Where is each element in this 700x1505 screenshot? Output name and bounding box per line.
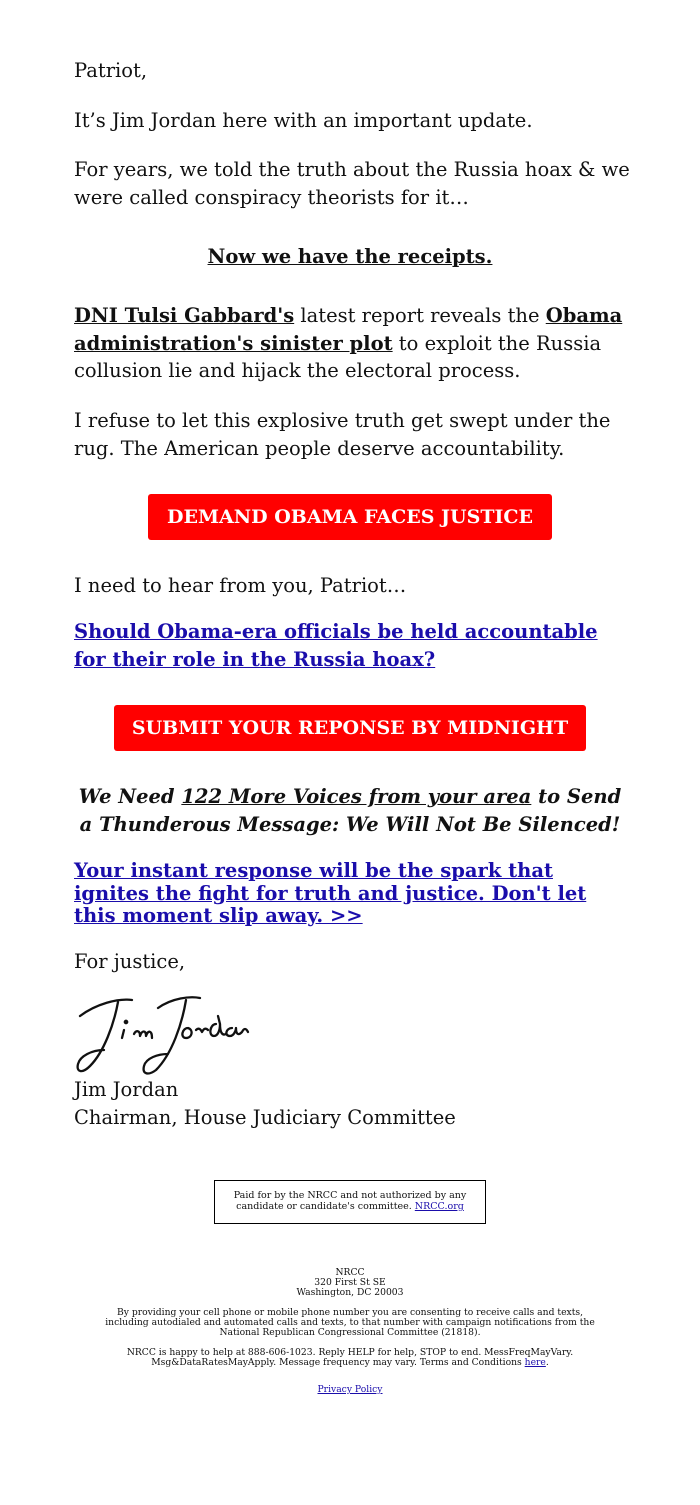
signer-title: Chairman, House Judiciary Committee — [74, 1106, 456, 1129]
nrcc-link[interactable]: NRCC.org — [414, 1201, 464, 1212]
address-org: NRCC — [335, 1267, 365, 1278]
voices-message — [75, 783, 625, 839]
privacy-policy-link[interactable]: Privacy Policy — [317, 1384, 383, 1395]
voices-pre: We Need — [78, 785, 182, 808]
receipts-headline-text: Now we have the receipts. — [207, 245, 493, 268]
report-text-1: latest report reveals the — [294, 304, 546, 327]
submit-response-button[interactable]: SUBMIT YOUR REPONSE BY MIDNIGHT — [114, 705, 586, 751]
signature-image — [74, 994, 254, 1078]
receipts-headline — [0, 243, 700, 270]
help-text-end: . — [545, 1357, 549, 1368]
signer-name: Jim Jordan — [74, 1078, 179, 1101]
question-paragraph — [74, 618, 634, 673]
cta1-row — [0, 494, 700, 540]
help-text-body: NRCC is happy to help at 888-606-1023. Reply HELP for help, STOP to end. MessFreqMayVary. Msg&DataRatesMayApply. Message frequency may vary. Terms and Conditions — [126, 1347, 574, 1368]
address-city: Washington, DC 20003 — [296, 1287, 404, 1298]
report-paragraph — [74, 302, 634, 385]
cta2-row — [0, 705, 700, 751]
address-street: 320 First St SE — [314, 1277, 386, 1288]
gabbard-link[interactable]: DNI Tulsi Gabbard's — [74, 304, 295, 327]
spark-paragraph — [74, 860, 622, 928]
terms-link[interactable]: here — [524, 1357, 546, 1368]
demand-justice-button[interactable]: DEMAND OBAMA FACES JUSTICE — [148, 494, 552, 540]
intro-paragraph: It’s Jim Jordan here with an important update. — [74, 109, 533, 132]
ask-paragraph: I need to hear from you, Patriot… — [74, 574, 407, 597]
paid-for-disclaimer — [214, 1180, 486, 1224]
consent-text: By providing your cell phone or mobile phone number you are consenting to receive calls and texts, including autodialed and automated calls and texts, to that number with campaign notifications from the National Republican Congressional Committee (21818). — [105, 1307, 595, 1338]
greeting: Patriot, — [74, 59, 148, 82]
voices-post: to Send a Thunderous Message: We Will Not Be Silenced! — [79, 785, 622, 836]
help-text — [98, 1348, 602, 1368]
spark-link[interactable]: Your instant response will be the spark that ignites the fight for truth and justice. Don't let this moment slip away. >> — [74, 859, 587, 927]
obama-plot-link[interactable]: Obama administration's sinister plot — [74, 304, 623, 355]
report-text-2: to exploit the Russia collusion lie and hijack the electoral process. — [74, 331, 602, 382]
voices-underlined: 122 More Voices from your area — [181, 785, 532, 808]
russia-hoax-paragraph: For years, we told the truth about the Russia hoax & we were called conspiracy theorists for it… — [74, 158, 630, 209]
accountability-question-link[interactable]: Should Obama-era officials be held accountable for their role in the Russia hoax? — [74, 620, 598, 671]
accountability-paragraph: I refuse to let this explosive truth get swept under the rug. The American people deserve accountability. — [74, 409, 611, 460]
privacy-row — [90, 1385, 610, 1395]
signoff: For justice, — [74, 950, 186, 973]
disclaimer-text: Paid for by the NRCC and not authorized by any candidate or candidate's committee. — [233, 1190, 467, 1212]
